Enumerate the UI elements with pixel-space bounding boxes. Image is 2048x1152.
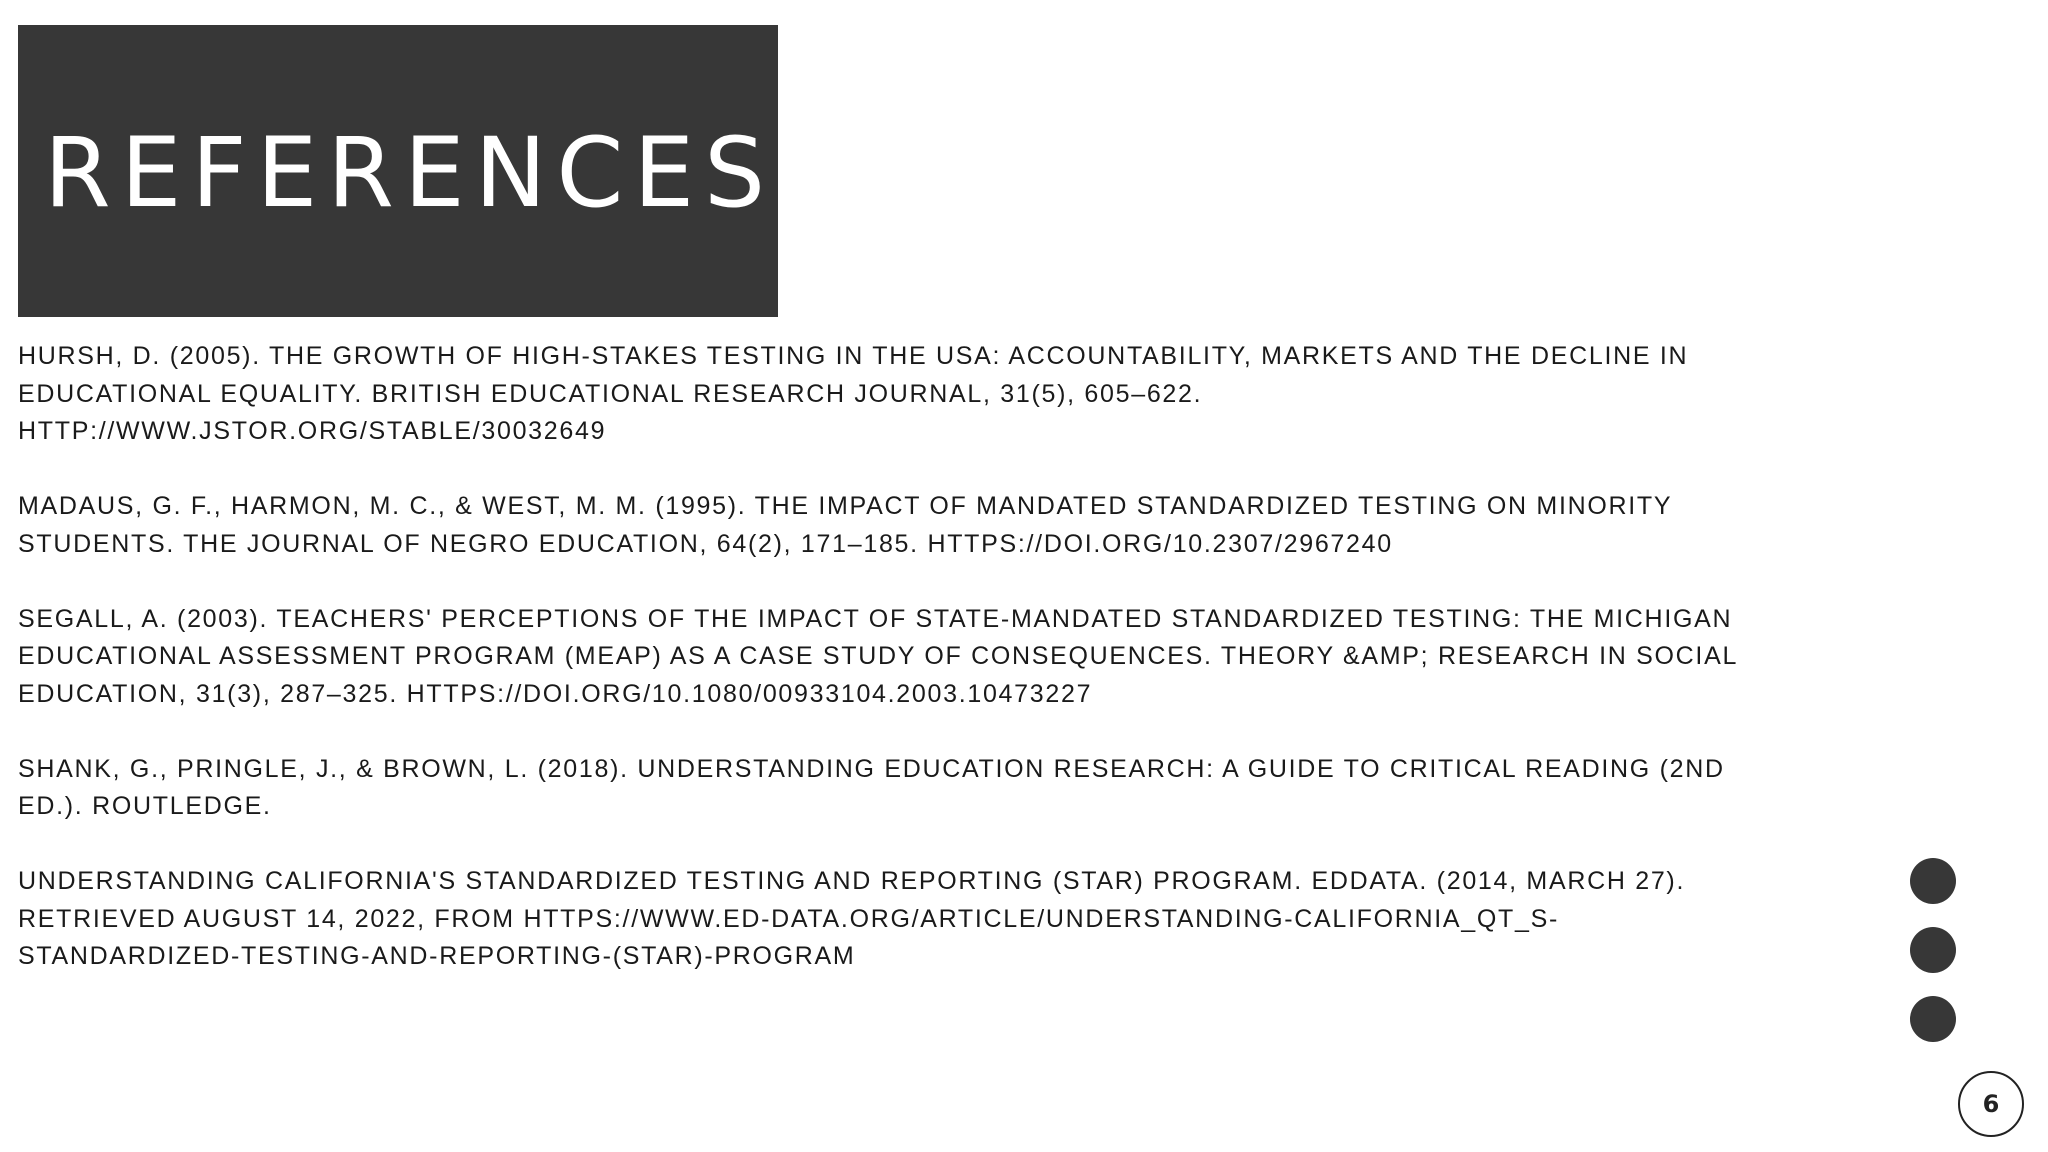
reference-line: ED.). ROUTLEDGE. bbox=[18, 792, 272, 820]
reference-line: SEGALL, A. (2003). TEACHERS' PERCEPTIONS OF THE IMPACT OF STATE-MANDATED STANDARDIZED TESTING: THE MICHIGAN bbox=[18, 604, 1733, 633]
reference-line: SHANK, G., PRINGLE, J., & BROWN, L. (2018). UNDERSTANDING EDUCATION RESEARCH: A GUIDE TO CRITICAL READING (2ND bbox=[18, 754, 1725, 783]
reference-line: HTTP://WWW.JSTOR.ORG/STABLE/30032649 bbox=[18, 417, 607, 445]
page-number: 6 bbox=[1982, 1090, 2000, 1118]
reference-line: EDUCATION, 31(3), 287–325. HTTPS://DOI.ORG/10.1080/00933104.2003.10473227 bbox=[18, 679, 1093, 708]
title-box bbox=[18, 25, 778, 317]
reference-line: HURSH, D. (2005). THE GROWTH OF HIGH-STAKES TESTING IN THE USA: ACCOUNTABILITY, MARKETS AND THE DECLINE IN bbox=[18, 342, 1689, 370]
reference-line: UNDERSTANDING CALIFORNIA'S STANDARDIZED TESTING AND REPORTING (STAR) PROGRAM. EDDATA. (2014, MARCH 27). bbox=[18, 867, 1686, 895]
decorative-dot-3 bbox=[1910, 996, 1956, 1042]
page-number-badge bbox=[1958, 1071, 2024, 1137]
page-title: REFERENCES bbox=[44, 117, 776, 229]
reference-line: EDUCATIONAL ASSESSMENT PROGRAM (MEAP) AS A CASE STUDY OF CONSEQUENCES. THEORY &AMP; RESEARCH IN SOCIAL bbox=[18, 642, 1739, 670]
reference-line: STANDARDIZED-TESTING-AND-REPORTING-(STAR)-PROGRAM bbox=[18, 942, 856, 970]
decorative-dot-1 bbox=[1910, 858, 1956, 904]
reference-entry bbox=[18, 863, 1898, 976]
references-list bbox=[18, 338, 1898, 1013]
reference-line: STUDENTS. THE JOURNAL OF NEGRO EDUCATION, 64(2), 171–185. HTTPS://DOI.ORG/10.2307/2967240 bbox=[18, 529, 1393, 558]
decorative-dot-2 bbox=[1910, 927, 1956, 973]
reference-line: RETRIEVED AUGUST 14, 2022, FROM HTTPS://WWW.ED-DATA.ORG/ARTICLE/UNDERSTANDING-CALIFORNIA_QT_S- bbox=[18, 904, 1560, 933]
reference-line: MADAUS, G. F., HARMON, M. C., & WEST, M. M. (1995). THE IMPACT OF MANDATED STANDARDIZED TESTING ON MINORITY bbox=[18, 492, 1673, 520]
reference-entry bbox=[18, 601, 1898, 714]
reference-entry bbox=[18, 488, 1898, 563]
reference-line: EDUCATIONAL EQUALITY. BRITISH EDUCATIONAL RESEARCH JOURNAL, 31(5), 605–622. bbox=[18, 379, 1203, 408]
reference-entry bbox=[18, 751, 1898, 826]
reference-entry bbox=[18, 338, 1898, 451]
